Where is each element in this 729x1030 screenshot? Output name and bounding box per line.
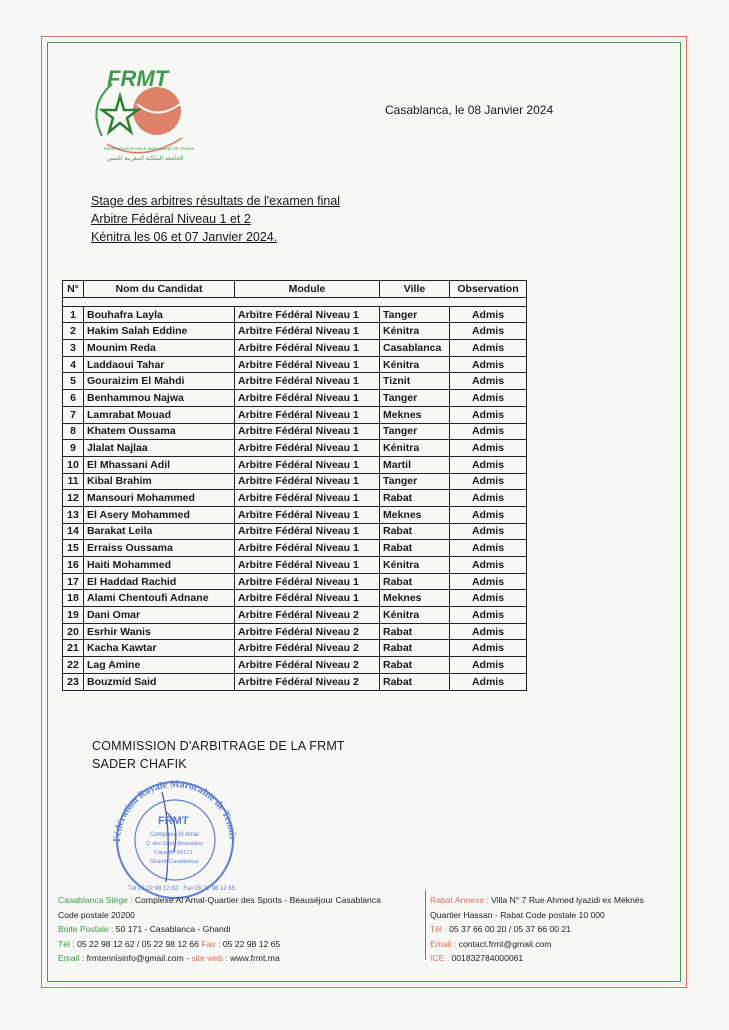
stamp-tel-fax: Tél 05 22 98 12 62 · Fax 05 22 98 12 65: [128, 886, 236, 892]
observation: Admis: [450, 640, 527, 657]
city: Kénitra: [380, 557, 450, 574]
observation: Admis: [450, 423, 527, 440]
module: Arbitre Fédéral Niveau 1: [235, 557, 380, 574]
commission-name: COMMISSION D'ARBITRAGE DE LA FRMT: [92, 739, 345, 753]
row-number: 6: [63, 390, 84, 407]
table-row: [63, 673, 527, 690]
footer-rabat-email-value[interactable]: contact.frmt@gmail.com: [456, 938, 552, 949]
table-row: [63, 456, 527, 473]
observation: Admis: [450, 456, 527, 473]
table-row: [63, 473, 527, 490]
official-stamp: [100, 772, 250, 902]
row-number: 16: [63, 557, 84, 574]
module: Arbitre Fédéral Niveau 1: [235, 406, 380, 423]
footer-siege-label: Casablanca Siège :: [58, 895, 133, 905]
table-header-row: [63, 281, 527, 298]
logo-arabic: الجامعة الملكية المغربية للتنس: [107, 155, 184, 162]
city: Tiznit: [380, 373, 450, 390]
city: Meknes: [380, 406, 450, 423]
row-number: 7: [63, 406, 84, 423]
city: Martil: [380, 456, 450, 473]
city: Kénitra: [380, 323, 450, 340]
row-number: 20: [63, 623, 84, 640]
module: Arbitre Fédéral Niveau 1: [235, 340, 380, 357]
document-title: [91, 192, 340, 246]
module: Arbitre Fédéral Niveau 1: [235, 356, 380, 373]
candidate-name: Gouraizim El Mahdi: [84, 373, 235, 390]
candidate-name: Lag Amine: [84, 657, 235, 674]
footer-email-label: Email :: [58, 953, 85, 964]
row-number: 12: [63, 490, 84, 507]
observation: Admis: [450, 323, 527, 340]
candidate-name: Bouhafra Layla: [84, 306, 235, 323]
observation: Admis: [450, 406, 527, 423]
frmt-logo: [82, 66, 202, 166]
candidate-name: Barakat Leila: [84, 523, 235, 540]
table-row: [63, 640, 527, 657]
city: Rabat: [380, 490, 450, 507]
observation: Admis: [450, 490, 527, 507]
module: Arbitre Fédéral Niveau 1: [235, 573, 380, 590]
city: Tanger: [380, 306, 450, 323]
row-number: 17: [63, 573, 84, 590]
row-number: 14: [63, 523, 84, 540]
row-number: 18: [63, 590, 84, 607]
candidate-name: Erraiss Oussama: [84, 540, 235, 557]
candidate-name: Mounim Reda: [84, 340, 235, 357]
row-number: 1: [63, 306, 84, 323]
city: Casablanca: [380, 340, 450, 357]
title-line-1: Stage des arbitres résultats de l'examen final: [91, 194, 341, 208]
module: Arbitre Fédéral Niveau 1: [235, 540, 380, 557]
table-row: [63, 523, 527, 540]
date-line: Casablanca, le 08 Janvier 2024: [385, 103, 554, 117]
row-number: 10: [63, 456, 84, 473]
row-number: 3: [63, 340, 84, 357]
module: Arbitre Fédéral Niveau 2: [235, 657, 380, 674]
observation: Admis: [450, 306, 527, 323]
observation: Admis: [450, 390, 527, 407]
stamp-line-2: Q. des Sports Beauséjour: [146, 841, 204, 847]
module: Arbitre Fédéral Niveau 1: [235, 473, 380, 490]
module: Arbitre Fédéral Niveau 1: [235, 590, 380, 607]
observation: Admis: [450, 373, 527, 390]
table-row: [63, 406, 527, 423]
module: Arbitre Fédéral Niveau 2: [235, 623, 380, 640]
footer-siege-value: Complexe Al Amal-Quartier des Sports - Beauséjour Casablanca: [132, 895, 381, 905]
module: Arbitre Fédéral Niveau 1: [235, 523, 380, 540]
city: Rabat: [380, 657, 450, 674]
observation: Admis: [450, 623, 527, 640]
table-row: [63, 540, 527, 557]
footer-bp-label: Boite Postale :: [58, 924, 114, 935]
stamp-line-1: Complexe Al Amal: [150, 832, 199, 838]
module: Arbitre Fédéral Niveau 2: [235, 640, 380, 657]
candidate-name: Hakim Salah Eddine: [84, 323, 235, 340]
candidate-name: Bouzmid Said: [84, 673, 235, 690]
candidate-name: Esrhir Wanis: [84, 623, 235, 640]
city: Meknes: [380, 506, 450, 523]
table-row: [63, 390, 527, 407]
row-number: 13: [63, 506, 84, 523]
footer-rabat-tel-label: Tél :: [430, 924, 447, 935]
candidate-name: Mansouri Mohammed: [84, 490, 235, 507]
module: Arbitre Fédéral Niveau 2: [235, 607, 380, 624]
module: Arbitre Fédéral Niveau 1: [235, 440, 380, 457]
observation: Admis: [450, 590, 527, 607]
table-row: [63, 323, 527, 340]
signature-block: [92, 737, 345, 773]
city: Rabat: [380, 623, 450, 640]
city: Rabat: [380, 640, 450, 657]
header-name: Nom du Candidat: [84, 281, 235, 298]
candidate-name: Jlalat Najlaa: [84, 440, 235, 457]
table-spacer: [63, 297, 527, 306]
candidate-name: Kacha Kawtar: [84, 640, 235, 657]
module: Arbitre Fédéral Niveau 1: [235, 373, 380, 390]
module: Arbitre Fédéral Niveau 1: [235, 490, 380, 507]
table-row: [63, 340, 527, 357]
observation: Admis: [450, 573, 527, 590]
table-row: [63, 557, 527, 574]
signatory-name: SADER CHAFIK: [92, 757, 187, 771]
table-row: [63, 356, 527, 373]
city: Tanger: [380, 390, 450, 407]
table-row: [63, 506, 527, 523]
stamp-center-text: FRMT: [158, 815, 189, 827]
observation: Admis: [450, 340, 527, 357]
title-line-2: Arbitre Fédéral Niveau 1 et 2: [91, 212, 251, 226]
observation: Admis: [450, 557, 527, 574]
city: Kénitra: [380, 356, 450, 373]
footer-web-label: site web :: [191, 953, 228, 964]
observation: Admis: [450, 440, 527, 457]
module: Arbitre Fédéral Niveau 1: [235, 423, 380, 440]
module: Arbitre Fédéral Niveau 1: [235, 456, 380, 473]
module: Arbitre Fédéral Niveau 2: [235, 673, 380, 690]
row-number: 9: [63, 440, 84, 457]
footer-web-value[interactable]: www.frmt.ma: [227, 953, 280, 964]
footer-ice-label: ICE :: [430, 953, 450, 964]
footer-rabat-email-label: Email :: [430, 938, 457, 949]
row-number: 19: [63, 607, 84, 624]
footer-annexe-line2: Quartier Hassan - Rabat Code postale 10 000: [430, 909, 605, 920]
footer-casablanca: [58, 893, 428, 966]
observation: Admis: [450, 540, 527, 557]
row-number: 15: [63, 540, 84, 557]
stamp-outer-text: Fédération Royale Marocaine de Tennis: [111, 778, 238, 843]
row-number: 4: [63, 356, 84, 373]
results-table: [62, 280, 527, 691]
header-number: N°: [63, 281, 84, 298]
logo-subtitle: FÉDÉRATION ROYALE MAROCAINE DE TENNIS: [104, 146, 195, 151]
footer-annexe-value: Villa N° 7 Rue Ahmed lyazidi ex Meknès: [488, 895, 644, 905]
footer-fax-label: Fax :: [201, 938, 221, 949]
city: Meknes: [380, 590, 450, 607]
table-row: [63, 440, 527, 457]
module: Arbitre Fédéral Niveau 1: [235, 306, 380, 323]
table-row: [63, 423, 527, 440]
module: Arbitre Fédéral Niveau 1: [235, 506, 380, 523]
row-number: 21: [63, 640, 84, 657]
observation: Admis: [450, 523, 527, 540]
footer-bp-value: 50 171 - Casablanca - Ghandi: [113, 924, 231, 935]
candidate-name: El Haddad Rachid: [84, 573, 235, 590]
candidate-name: Dani Omar: [84, 607, 235, 624]
stamp-line-4: Ghandi Casablanca: [150, 859, 199, 865]
city: Tanger: [380, 473, 450, 490]
candidate-name: Alami Chentoufi Adnane: [84, 590, 235, 607]
candidate-name: Laddaoui Tahar: [84, 356, 235, 373]
footer-annexe-label: Rabat Annexe :: [430, 895, 489, 905]
observation: Admis: [450, 506, 527, 523]
table-row: [63, 623, 527, 640]
footer-email-value[interactable]: frmtennisinfo@gmail.com -: [84, 953, 192, 964]
city: Rabat: [380, 573, 450, 590]
city: Rabat: [380, 523, 450, 540]
stamp-line-3: Casa BP 50171: [154, 850, 193, 856]
candidate-name: El Asery Mohammed: [84, 506, 235, 523]
city: Kénitra: [380, 440, 450, 457]
footer-rabat-tel-value: 05 37 66 00 20 / 05 37 66 00 21: [446, 924, 571, 935]
city: Kénitra: [380, 607, 450, 624]
row-number: 11: [63, 473, 84, 490]
observation: Admis: [450, 657, 527, 674]
footer-fax-value: 05 22 98 12 65: [220, 938, 281, 949]
table-row: [63, 590, 527, 607]
table-row: [63, 607, 527, 624]
header-module: Module: [235, 281, 380, 298]
city: Tanger: [380, 423, 450, 440]
table-row: [63, 490, 527, 507]
footer-tel-label: Tél :: [58, 938, 75, 949]
observation: Admis: [450, 473, 527, 490]
observation: Admis: [450, 673, 527, 690]
candidate-name: Kibal Brahim: [84, 473, 235, 490]
table-row: [63, 306, 527, 323]
footer-rabat: [430, 893, 690, 966]
row-number: 5: [63, 373, 84, 390]
title-line-3: Kénitra les 06 et 07 Janvier 2024.: [91, 230, 278, 244]
footer-code-postal: Code postale 20200: [58, 909, 135, 920]
candidate-name: Khatem Oussama: [84, 423, 235, 440]
header-observation: Observation: [450, 281, 527, 298]
logo-text: FRMT: [107, 66, 169, 91]
row-number: 2: [63, 323, 84, 340]
row-number: 23: [63, 673, 84, 690]
footer-tel-value: 05 22 98 12 62 / 05 22 98 12 66: [74, 938, 202, 949]
module: Arbitre Fédéral Niveau 1: [235, 390, 380, 407]
module: Arbitre Fédéral Niveau 1: [235, 323, 380, 340]
observation: Admis: [450, 607, 527, 624]
table-row: [63, 373, 527, 390]
table-row: [63, 573, 527, 590]
row-number: 8: [63, 423, 84, 440]
row-number: 22: [63, 657, 84, 674]
candidate-name: Lamrabat Mouad: [84, 406, 235, 423]
table-row: [63, 657, 527, 674]
header-city: Ville: [380, 281, 450, 298]
footer-ice-value: 001832784000061: [449, 953, 524, 964]
observation: Admis: [450, 356, 527, 373]
candidate-name: El Mhassani Adil: [84, 456, 235, 473]
candidate-name: Benhammou Najwa: [84, 390, 235, 407]
candidate-name: Haiti Mohammed: [84, 557, 235, 574]
city: Rabat: [380, 540, 450, 557]
city: Rabat: [380, 673, 450, 690]
